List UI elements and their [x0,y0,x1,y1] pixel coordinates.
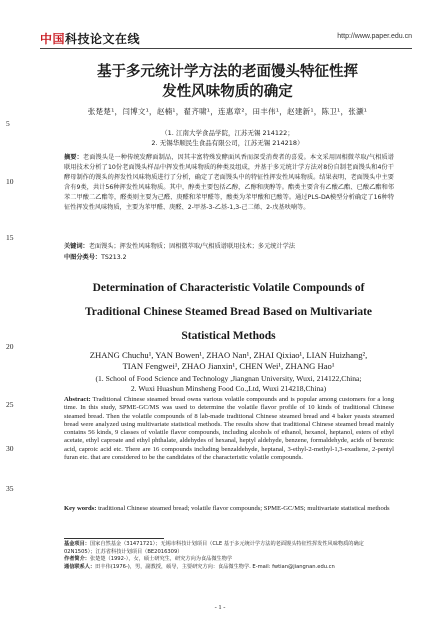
author-bio-label: 作者简介： [64,556,90,563]
english-keywords [64,505,394,514]
line-number: 35 [6,484,14,493]
line-number: 15 [6,233,14,242]
classification-label: 中图分类号： [64,254,102,261]
corresponding-label: 通信联系人： [64,563,96,570]
chinese-classification [64,253,394,263]
footnote-rule [64,538,164,539]
logo-black-text: 科技论文在线 [65,32,141,46]
funding-note [64,541,394,556]
english-title-line: Determination of Characteristic Volatile Compounds of [92,282,365,294]
chinese-abstract-label: 摘要： [64,154,83,161]
english-title-line: Statistical Methods [181,330,276,342]
english-keywords-label: Key words: [64,505,97,512]
logo-red-text: 中国 [40,32,66,46]
english-abstract-label: Abstract: [64,396,91,403]
chinese-abstract-text: 老面馒头是一种传统发酵面制品，因其丰富特殊发酵面风香而深受消费者的喜爱。本文采用固相微萃取/气相质谱联用技术分析了10份老面馒头样品中挥发性风味物质的种类及组成，并基于多元统计学方法对8份自制老面馒头和4份干酵母制作的馒头的挥发性风味物质进行了分析，确定了老面馒头中的特征性挥发性风味物质。结果表明，老面馒头中主要含有9类，共计56种挥发性风味物质。其中，醇类主要包括乙醇，乙醇和庚醇等。酯类主要含有乙酸乙酯、已酸乙酯和邻苯二甲酸二乙酯等，醛类则主要为己醛、庚醛和苯甲醛等，酸类为苯甲酸和已酸等。通过PLS-DA模型分析确定了16种特征性挥发性风味物质，主要为苯甲醛、庚醛、2-甲基-3-乙基-1,3-己二烯、2-戊基呋喃等。 [64,154,394,211]
author-bio-text: 张楚楚（1992-），女，硕士研究生，研究方向为食品微生物学 [89,556,233,563]
chinese-affiliation: （1. 江南大学食品学院，江苏无锡 214122； [161,129,294,137]
chinese-title [60,62,395,102]
site-logo[interactable] [40,30,140,47]
english-authors-line: TIAN Fengwei¹, ZHAO Jianxin¹, CHEN Wei¹, ZHANG Hao¹ [122,361,335,371]
english-affiliation: 2. Wuxi Huashun Minsheng Food Co.,Ltd, Wuxi 214218,China) [130,384,327,393]
english-authors-line: ZHANG Chuchu¹, YAN Bowen¹, ZHAO Nan¹, ZHAI Qixiao¹, LIAN Huizhang², [89,350,368,360]
english-abstract-text: Traditional Chinese steamed bread owns various volatile compounds and is popular among customers for a long time. In this study, SPME-GC/MS was used to determine the volatile flavor profile of 10 kinds of traditional Chinese steamed bread. Then the volatile compounds of 8 lab-made traditional Chinese steamed bread and 4 baker yeasts steamed bread were analyzed using multivariate statistical methods. The results show that traditional Chinese steamed bread mainly contains 56 kinds, 9 classes of volatile flavor compounds, including alcohols of ethanol, hexanol, heptanol, esters of ethyl acetate, ethyl caproate and ethyl phthalate, aldehydes of hexanal, heptyl aldehyde, benzene, formaldehyde, acids of benzoic acid, caproic acid etc. There are 16 compounds including benzaldehyde, heptanal, 3-ethyl-2-methyl-1,3-exadiene, 2-pentyl furan etc. that are considered to be the candidates of the characteristic volatile compounds. [64,396,395,461]
chinese-keywords [64,242,394,252]
line-number: 20 [6,342,14,351]
chinese-affiliation: 2. 无锡华顺民生食品有限公司，江苏无锡 214218） [151,139,304,147]
site-url[interactable]: http://www.paper.edu.cn [337,33,412,40]
chinese-title-line: 基于多元统计学方法的老面馒头特征性挥 [97,64,358,80]
chinese-authors: 张楚楚¹，闫博文¹，赵楠¹，翟齐啸¹，连惠章²，田丰伟¹，赵建新¹，陈卫¹，张灏¹ [87,107,368,116]
footnotes [64,541,394,571]
page-header [40,30,412,46]
english-title-line: Traditional Chinese Steamed Bread Based on Multivariate [84,306,373,318]
chinese-title-line: 发性风味物质的确定 [162,84,293,100]
line-number: 5 [6,119,10,128]
line-number: 30 [6,444,14,453]
funding-label: 基金项目： [64,541,90,547]
corresponding-note [64,564,394,572]
chinese-keywords-label: 关键词： [64,243,89,250]
english-title [56,276,401,348]
english-keywords-text: traditional Chinese steamed bread; volatile flavor compounds; SPME-GC/MS; multivariate statistical methods [98,505,390,512]
header-rule [40,48,412,49]
author-bio-note [64,556,394,564]
page-number: - 1 - [214,604,226,611]
line-number: 10 [6,177,14,186]
funding-text: 国家自然基金（31471721）；无锡市科技计划项目（CLE 基于多元统计学方法的老面馒头特征性挥发性风味物质的确定 02N1505）；江苏省科技计划项目（BE2016309） [64,541,364,555]
english-authors [56,350,401,372]
chinese-keywords-text: 老面馒头；挥发性风味物质；固相微萃取/气相质谱联用技术；多元统计学法 [88,243,296,250]
english-affiliation: (1. School of Food Science and Technology ,Jiangnan University, Wuxi, 214122,China; [95,374,362,383]
line-number: 25 [6,400,14,409]
classification-code: TS213.2 [101,254,127,261]
english-abstract [64,396,394,462]
chinese-abstract [64,153,394,212]
corresponding-text: 田丰伟(1976-)，男，副教授，硕导，主要研究方向：食品微生物学. E-mail: fwtian@jiangnan.edu.cn [95,563,335,570]
